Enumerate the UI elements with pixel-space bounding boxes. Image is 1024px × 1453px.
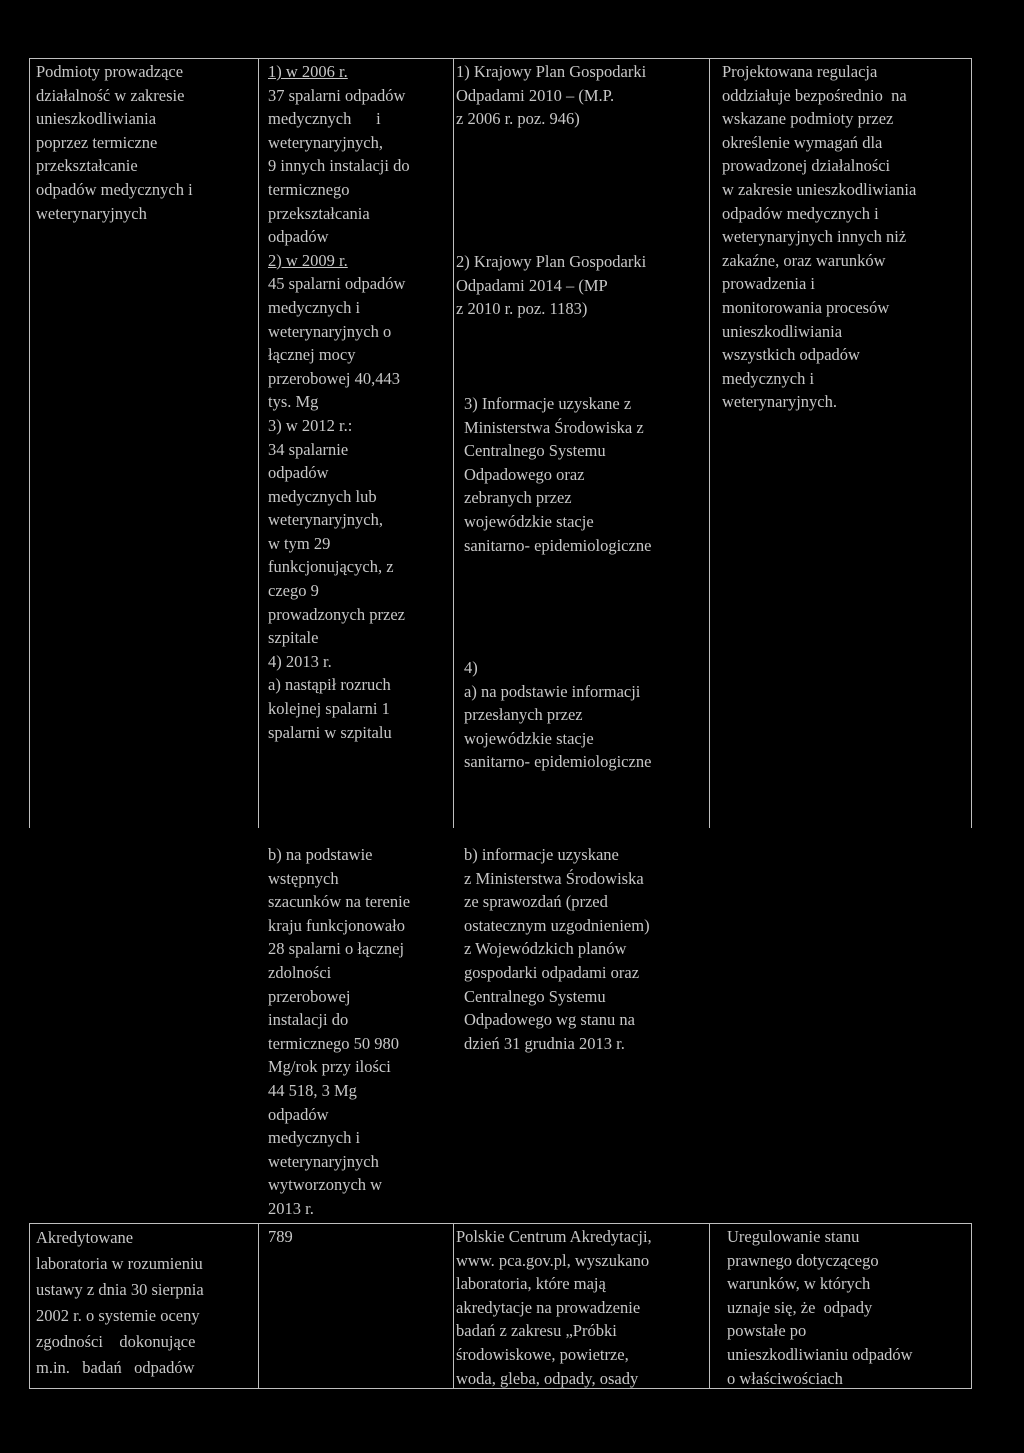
row1-impact-cell: Projektowana regulacja oddziałuje bezpośrednio na wskazane podmioty przez określenie wymagań dla prowadzonej działalności w zakresie unieszkodliwiania odpadów medycznych i weterynaryjnych innych niż zakaźne, oraz warunków prowadzenia i monitorowania procesów unieszkodliwiania wszystkich odpadów medycznych i weterynaryjnych.: [722, 62, 917, 412]
col-line-3-lower: [453, 1223, 454, 1388]
col-line-1-lower: [29, 1223, 30, 1388]
row1-count-cell-continued: b) na podstawie wstępnych szacunków na terenie kraju funkcjonowało 28 spalarni o łącznej zdolności przerobowej instalacji do termicznego 50 980 Mg/rok przy ilości 44 518, 3 Mg odpadów medycznych i weterynaryjnych wytworzonych w 2013 r.: [268, 845, 411, 1218]
col-line-2: [258, 58, 259, 828]
row1-source-cell-part4: 4) a) na podstawie informacji przesłanych przez wojewódzkie stacje sanitarno- epidemiologiczne: [464, 658, 652, 772]
table-top-border: [29, 58, 972, 59]
row1-subject-cell: Podmioty prowadzące działalność w zakresie unieszkodliwiania poprzez termiczne przekształcanie odpadów medycznych i weterynaryjnych: [36, 62, 193, 223]
col-line-2-lower: [258, 1223, 259, 1388]
col-line-3: [453, 58, 454, 828]
row2-subject-cell: Akredytowane laboratoria w rozumieniu ustawy z dnia 30 sierpnia 2002 r. o systemie oceny zgodności dokonujące m.in. badań odpadów: [36, 1228, 204, 1377]
row1-source-cell-part1: 1) Krajowy Plan Gospodarki Odpadami 2010 – (M.P. z 2006 r. poz. 946): [456, 62, 647, 129]
row1-source-cell-part2: 2) Krajowy Plan Gospodarki Odpadami 2014 – (MP z 2010 r. poz. 1183): [456, 252, 647, 319]
col-line-4-lower: [709, 1223, 710, 1388]
row-divider: [29, 1223, 972, 1224]
col-line-4: [709, 58, 710, 828]
col-line-5-lower: [971, 1223, 972, 1388]
row1-source-cell-part5: b) informacje uzyskane z Ministerstwa Środowiska ze sprawozdań (przed ostatecznym uzgodnieniem) z Wojewódzkich planów gospodarki odpadami oraz Centralnego Systemu Odpadowego wg stanu na dzień 31 grudnia 2013 r.: [464, 845, 650, 1053]
row2-source-cell: Polskie Centrum Akredytacji, www. pca.gov.pl, wyszukano laboratoria, które mają akredytacje na prowadzenie badań z zakresu „Próbki środowiskowe, powietrze, woda, gleba, odpady, osady: [456, 1227, 652, 1388]
row1-count-cell: 1) w 2006 r. 37 spalarni odpadów medycznych i weterynaryjnych, 9 innych instalacji do termicznego przekształcania odpadów 2) w 2009 r. 45 spalarni odpadów medycznych i weterynaryjnych o łącznej mocy przerobowej 40,443 tys. Mg 3) w 2012 r.: 34 spalarnie odpadów medycznych lub weterynaryjnych, w tym 29 funkcjonujących, z czego 9 prowadzonych przez szpitale 4) 2013 r. a) nastąpił rozruch kolejnej spalarni 1 spalarni w szpitalu: [268, 62, 410, 742]
col-line-5: [971, 58, 972, 828]
row2-count-cell: 789: [268, 1227, 293, 1246]
row2-impact-cell: Uregulowanie stanu prawnego dotyczącego warunków, w których uznaje się, że odpady powstałe po unieszkodliwianiu odpadów o właściwościach: [727, 1227, 913, 1388]
row1-source-cell-part3: 3) Informacje uzyskane z Ministerstwa Środowiska z Centralnego Systemu Odpadowego oraz zebranych przez wojewódzkie stacje sanitarno- epidemiologiczne: [464, 394, 652, 555]
col-line-1: [29, 58, 30, 828]
